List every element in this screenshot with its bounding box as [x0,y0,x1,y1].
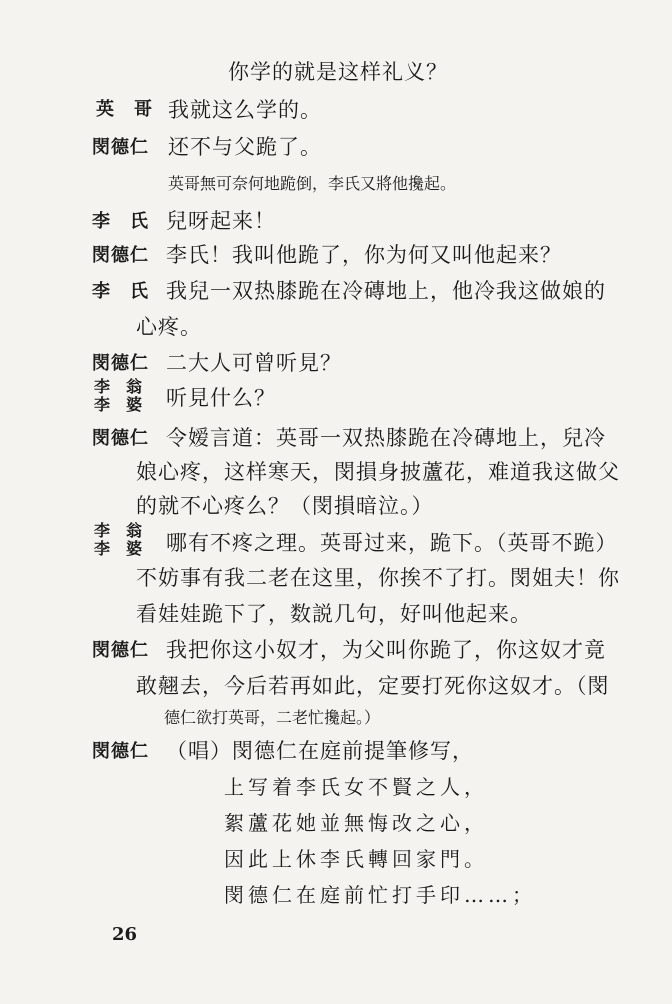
speaker-label: 閔德仁 [92,245,149,266]
top-line: 你学的就是这样礼义？ [228,60,448,84]
verse-line: 閔德仁在庭前忙打手印……； [224,883,536,907]
dialogue-text: 还不与父跪了。 [168,135,322,159]
speaker-label: 李 氏 [92,211,149,232]
dialogue-continuation: 不妨事有我二老在这里，你挨不了打。閔姐夫！你 [136,566,620,590]
speaker-label-a: 李 翁 [94,377,143,396]
dialogue-text: 听見什么？ [166,386,276,410]
dialogue-text: 我把你这小奴才，为父叫你跪了，你这奴才竟 [166,638,606,662]
dialogue-continuation: 心疼。 [136,315,202,339]
speaker-label: 閔德仁 [92,353,149,374]
dialogue-text: 兒呀起来！ [166,209,276,233]
dialogue-continuation: 看娃娃跪下了，数説几句，好叫他起来。 [136,602,532,626]
dialogue-continuation: 敢翹去，今后若再如此，定要打死你这奴才。（閔 [136,674,610,698]
speaker-label-b: 李 婆 [94,395,143,414]
dialogue-text: 我就这么学的。 [168,98,322,122]
dialogue-text: 哪有不疼之理。英哥过来，跪下。（英哥不跪） [166,531,618,555]
dialogue-continuation: 的就不心疼么？（閔損暗泣。） [136,494,434,518]
speaker-label: 英 哥 [96,99,153,120]
dialogue-text: （唱）閔德仁在庭前提筆修写， [166,739,474,763]
verse-line: 因此上休李氏轉回家門。 [224,847,488,871]
page-number: 26 [112,924,138,945]
speaker-label-b: 李 婆 [94,539,143,558]
dialogue-text: 令嫒言道：英哥一双热膝跪在冷磚地上，兒冷 [166,426,606,450]
speaker-label: 閔德仁 [92,137,149,158]
dialogue-text: 我兒一双热膝跪在冷磚地上，他冷我这做娘的 [166,279,606,303]
speaker-label: 閔德仁 [92,741,149,762]
speaker-label: 閔德仁 [92,640,149,661]
dialogue-text: 李氏！我叫他跪了，你为何又叫他起来？ [166,243,562,267]
speaker-label-a: 李 翁 [94,521,143,540]
verse-line: 絮蘆花她並無悔改之心， [224,811,488,835]
dialogue-continuation: 娘心疼，这样寒天，閔損身披蘆花，难道我这做父 [136,460,620,484]
dialogue-text: 二大人可曾听見？ [166,351,342,375]
verse-line: 上写着李氏女不賢之人， [224,775,488,799]
speaker-label: 李 氏 [92,281,149,302]
speaker-label: 閔德仁 [92,428,149,449]
dialogue-continuation: 德仁欲打英哥，二老忙攙起。） [164,708,381,727]
stage-direction: 英哥無可奈何地跪倒，李氏又將他攙起。 [168,174,457,193]
